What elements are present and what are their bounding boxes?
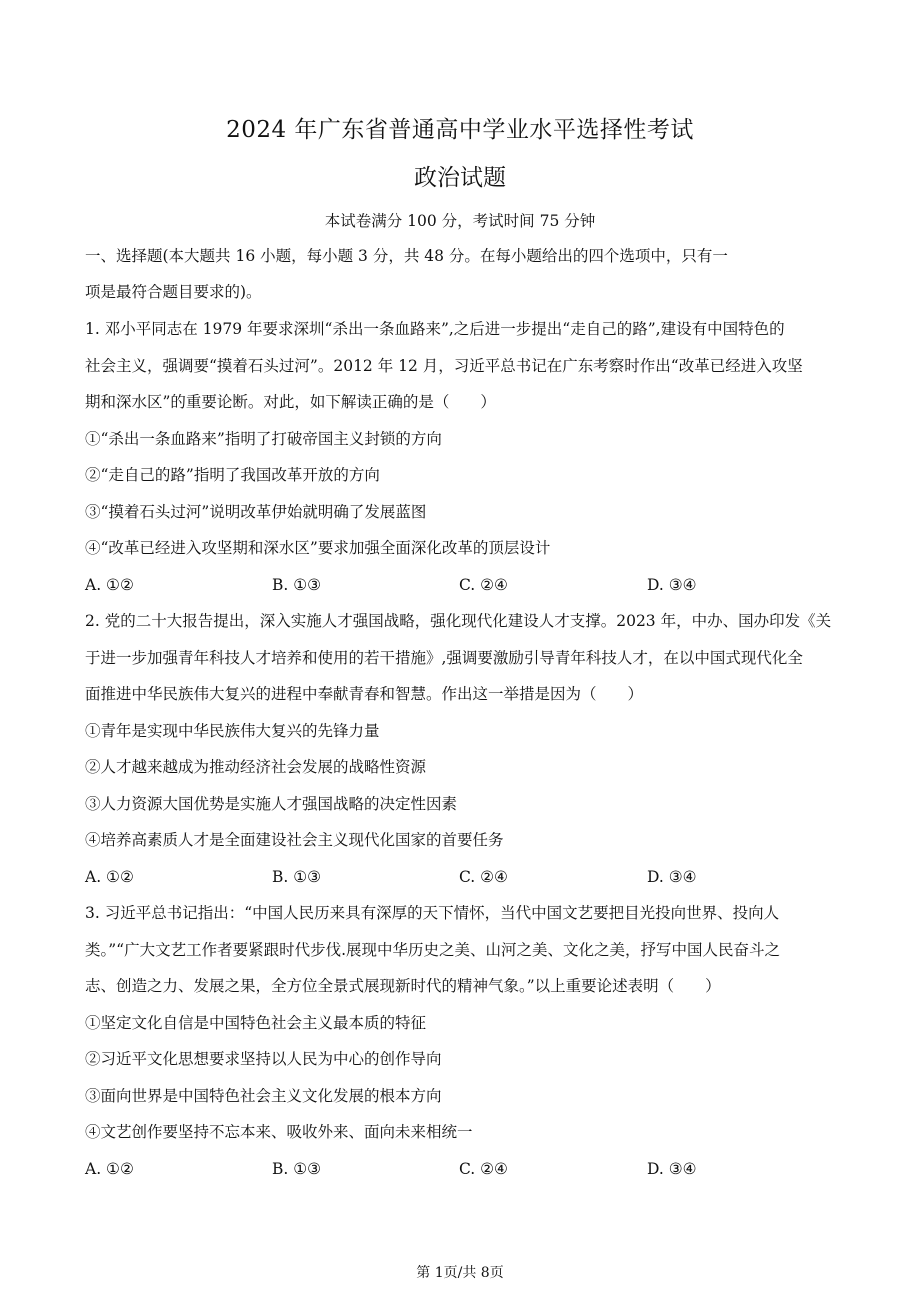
question-3-statement: ①坚定文化自信是中国特色社会主义最本质的特征: [85, 1014, 427, 1032]
question-1-statement: ①“杀出一条血路来”指明了打破帝国主义封锁的方向: [85, 430, 442, 448]
question-3-options: [85, 1158, 837, 1180]
question-2-options: [85, 866, 837, 888]
question-1-statement: ②“走自己的路”指明了我国改革开放的方向: [85, 466, 380, 484]
question-3-stem: 3. 习近平总书记指出：“中国人民历来具有深厚的天下情怀，当代中国文艺要把目光投向世界、投向人: [85, 904, 780, 922]
question-1-stem: 期和深水区”的重要论断。对此，如下解读正确的是（ ）: [85, 393, 496, 411]
question-2-stem: 于进一步加强青年科技人才培养和使用的若干措施》,强调要激励引导青年科技人才，在以中国式现代化全: [85, 649, 803, 667]
question-3-statement: ④文艺创作要坚持不忘本来、吸收外来、面向未来相统一: [85, 1123, 473, 1141]
option-b: B. ①③: [272, 868, 322, 886]
option-b: B. ①③: [272, 1160, 322, 1178]
option-d: D. ③④: [647, 1160, 697, 1178]
option-a: A. ①②: [85, 1160, 134, 1178]
exam-info: 本试卷满分 100 分，考试时间 75 分钟: [324, 212, 596, 230]
question-2-stem: 面推进中华民族伟大复兴的进程中奉献青春和智慧。作出这一举措是因为（ ）: [85, 685, 644, 703]
question-1-statement: ③“摸着石头过河”说明改革伊始就明确了发展蓝图: [85, 503, 427, 521]
question-3-statement: ③面向世界是中国特色社会主义文化发展的根本方向: [85, 1087, 442, 1105]
option-d: D. ③④: [647, 576, 697, 594]
question-2-statement: ③人力资源大国优势是实施人才强国战略的决定性因素: [85, 795, 458, 813]
option-d: D. ③④: [647, 868, 697, 886]
question-3-stem: 类。”“广大文艺工作者要紧跟时代步伐.展现中华历史之美、山河之美、文化之美，抒写中国人民奋斗之: [85, 941, 781, 959]
exam-title: 2024 年广东省普通高中学业水平选择性考试: [226, 117, 694, 143]
question-3-stem: 志、创造之力、发展之果，全方位全景式展现新时代的精神气象。”以上重要论述表明（ ）: [85, 977, 721, 995]
exam-subject: 政治试题: [414, 165, 506, 191]
question-2-statement: ①青年是实现中华民族伟大复兴的先锋力量: [85, 722, 380, 740]
question-1-stem: 社会主义，强调要“摸着石头过河”。2012 年 12 月，习近平总书记在广东考察时作出“改革已经进入攻坚: [85, 357, 803, 375]
page-number: 第 1页/共 8页: [416, 1265, 504, 1281]
question-2-statement: ②人才越来越成为推动经济社会发展的战略性资源: [85, 758, 427, 776]
option-a: A. ①②: [85, 868, 134, 886]
question-1-stem: 1. 邓小平同志在 1979 年要求深圳“杀出一条血路来”,之后进一步提出“走自己的路”,建设有中国特色的: [85, 320, 785, 338]
option-c: C. ②④: [459, 868, 508, 886]
section-instruction: 一、选择题(本大题共 16 小题，每小题 3 分，共 48 分。在每小题给出的四个选项中，只有一: [85, 247, 728, 265]
question-2-statement: ④培养高素质人才是全面建设社会主义现代化国家的首要任务: [85, 831, 504, 849]
question-2-stem: 2. 党的二十大报告提出，深入实施人才强国战略，强化现代化建设人才支撑。2023 年，中办、国办印发《关: [85, 612, 832, 630]
question-1-options: [85, 574, 837, 596]
option-c: C. ②④: [459, 1160, 508, 1178]
section-instruction: 项是最符合题目要求的)。: [85, 283, 262, 301]
option-b: B. ①③: [272, 576, 322, 594]
question-3-statement: ②习近平文化思想要求坚持以人民为中心的创作导向: [85, 1050, 442, 1068]
option-a: A. ①②: [85, 576, 134, 594]
question-1-statement: ④“改革已经进入攻坚期和深水区”要求加强全面深化改革的顶层设计: [85, 539, 551, 557]
option-c: C. ②④: [459, 576, 508, 594]
